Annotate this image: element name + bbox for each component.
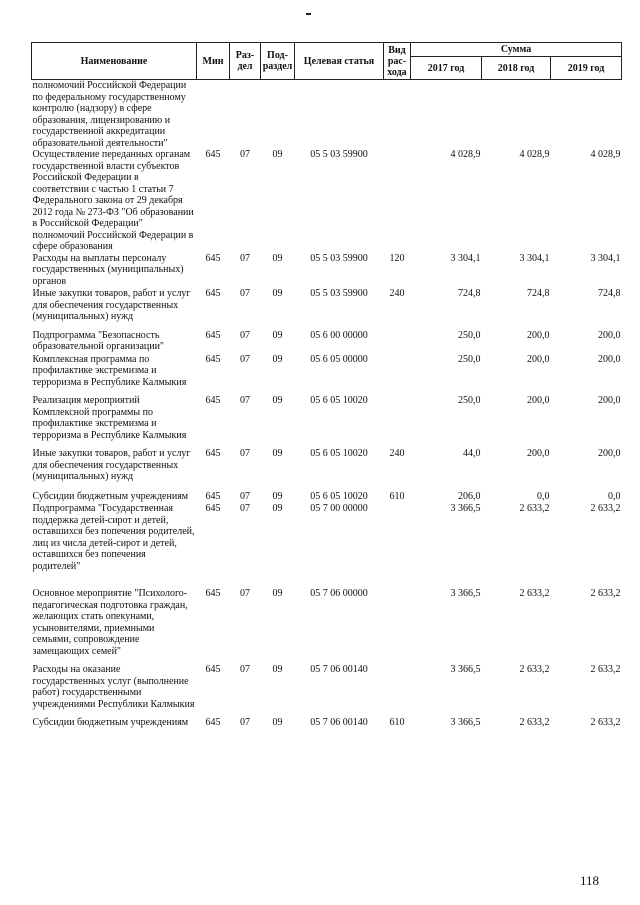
row-razdel: 07 [240, 329, 250, 341]
row-min: 645 [205, 664, 221, 675]
row-sum-2018: 724,8 [527, 288, 550, 299]
row-podrazdel: 09 [272, 664, 283, 675]
header-2018: 2018 год [482, 57, 551, 80]
row-razdel: 07 [240, 588, 250, 599]
row-podrazdel: 09 [272, 353, 283, 365]
row-target: 05 5 03 59900 [310, 288, 368, 299]
row-sum-2019: 200,0 [598, 353, 621, 365]
row-razdel: 07 [240, 717, 250, 728]
row-name: полномочий Российской Федерации по федеральному государственному контролю (надзору) в сфере образования, лицензированию и государственной аккредитации образовательной деятельности" [32, 80, 187, 149]
row-min: 645 [205, 490, 221, 502]
row-target: 05 6 05 10020 [310, 490, 368, 502]
row-razdel: 07 [240, 503, 250, 514]
header-vid: Вид рас-хода [384, 43, 411, 80]
row-vid [384, 80, 411, 150]
table-row [32, 503, 622, 588]
row-podrazdel: 09 [272, 149, 283, 160]
row-sum-2019: 4 028,9 [590, 149, 621, 160]
row-podrazdel [261, 80, 295, 150]
table-row [32, 717, 622, 729]
row-name: Подпрограмма "Государственная поддержка детей-сирот и детей, оставшихся без попечения родителей, лиц из числа детей-сирот и детей, оставшихся без попечения родителей" [32, 503, 195, 572]
row-sum-2018: 200,0 [527, 395, 550, 406]
header-2019: 2019 год [551, 57, 622, 80]
row-name: Реализация мероприятий Комплексной программы по профилактике экстремизма и терроризма в Республике Калмыкия [32, 395, 187, 441]
row-razdel: 07 [240, 353, 250, 365]
row-sum-2018: 200,0 [527, 448, 550, 459]
row-sum-2019: 724,8 [598, 288, 621, 299]
table-row [32, 80, 622, 150]
row-vid [384, 330, 411, 354]
row-target: 05 7 06 00000 [310, 588, 368, 599]
row-target: 05 5 03 59900 [310, 149, 368, 160]
row-podrazdel: 09 [272, 395, 283, 406]
row-name: Субсидии бюджетным учреждениям [32, 490, 189, 502]
row-min: 645 [205, 717, 221, 728]
row-sum-2018: 200,0 [527, 329, 550, 341]
row-vid [384, 664, 411, 717]
row-sum-2019: 0,0 [608, 490, 621, 502]
row-vid [384, 149, 411, 253]
row-vid: 240 [389, 448, 405, 459]
row-target [295, 80, 384, 150]
row-min: 645 [205, 353, 221, 365]
row-min: 645 [205, 503, 221, 514]
row-sum-2018: 2 633,2 [519, 717, 550, 728]
row-target: 05 5 03 59900 [310, 252, 368, 264]
row-sum-2018: 4 028,9 [519, 149, 550, 160]
header-2017: 2017 год [411, 57, 482, 80]
row-vid: 240 [389, 288, 405, 299]
header-name: Наименование [32, 43, 197, 80]
table-row [32, 354, 622, 396]
row-sum-2019: 2 633,2 [590, 588, 621, 599]
row-sum-2017 [411, 80, 482, 150]
row-sum-2017: 250,0 [458, 353, 481, 365]
row-razdel: 07 [240, 448, 250, 459]
row-vid [384, 395, 411, 448]
table-row [32, 330, 622, 354]
row-razdel: 07 [240, 664, 250, 675]
table-row [32, 448, 622, 491]
row-target: 05 6 05 10020 [310, 448, 368, 459]
header-podrazdel: Под-раздел [261, 43, 295, 80]
row-min: 645 [205, 588, 221, 599]
row-name: Комплексная программа по профилактике экстремизма и терроризма в Республике Калмыкия [32, 353, 187, 388]
row-sum-2019: 3 304,1 [590, 252, 621, 264]
row-sum-2018: 2 633,2 [519, 503, 550, 514]
row-target: 05 6 00 00000 [310, 329, 368, 341]
row-sum-2019 [551, 80, 622, 150]
row-vid: 120 [389, 252, 405, 264]
row-name: Расходы на оказание государственных услуг (выполнение работ) государственными учреждениями Республики Калмыкия [32, 664, 195, 710]
row-min: 645 [205, 149, 221, 160]
row-name: Основное мероприятие "Психолого-педагогическая подготовка граждан, желающих стать опекунами, усыновителями, приемными семьями, сопровождение замещающих семей" [32, 588, 188, 657]
row-name: Субсидии бюджетным учреждениям [32, 717, 189, 728]
row-sum-2017: 3 366,5 [450, 503, 481, 514]
row-sum-2018 [482, 80, 551, 150]
row-podrazdel: 09 [272, 717, 283, 728]
row-sum-2017: 3 366,5 [450, 664, 481, 675]
row-min: 645 [205, 448, 221, 459]
row-vid: 610 [389, 717, 405, 728]
row-sum-2018: 0,0 [537, 490, 550, 502]
row-sum-2019: 200,0 [598, 448, 621, 459]
header-razdel: Раз-дел [230, 43, 261, 80]
row-sum-2017: 3 366,5 [450, 717, 481, 728]
row-vid [384, 354, 411, 396]
row-target: 05 6 05 00000 [310, 353, 368, 365]
row-target: 05 7 06 00140 [310, 717, 368, 728]
row-sum-2019: 200,0 [598, 395, 621, 406]
table-row [32, 149, 622, 253]
row-razdel [230, 80, 261, 150]
row-podrazdel: 09 [272, 448, 283, 459]
row-sum-2017: 250,0 [458, 395, 481, 406]
table-row [32, 588, 622, 664]
table-body [32, 80, 622, 729]
header-min: Мин [197, 43, 230, 80]
row-sum-2019: 2 633,2 [590, 503, 621, 514]
row-razdel: 07 [240, 490, 250, 502]
row-sum-2018: 3 304,1 [519, 252, 550, 264]
row-sum-2017: 724,8 [458, 288, 481, 299]
row-sum-2017: 3 304,1 [450, 252, 481, 264]
row-sum-2019: 2 633,2 [590, 717, 621, 728]
row-min: 645 [205, 288, 221, 299]
row-podrazdel: 09 [272, 490, 283, 502]
row-sum-2019: 2 633,2 [590, 664, 621, 675]
row-sum-2019: 200,0 [598, 329, 621, 341]
row-name: Иные закупки товаров, работ и услуг для обеспечения государственных (муниципальных) нужд [32, 288, 191, 322]
row-podrazdel: 09 [272, 252, 283, 264]
row-razdel: 07 [240, 149, 250, 160]
row-sum-2018: 2 633,2 [519, 664, 550, 675]
header-target: Целевая статья [295, 43, 384, 80]
row-target: 05 7 06 00140 [310, 664, 368, 675]
row-sum-2017: 4 028,9 [450, 149, 481, 160]
row-podrazdel: 09 [272, 288, 283, 299]
row-sum-2017: 206,0 [458, 490, 481, 502]
row-sum-2017: 250,0 [458, 329, 481, 341]
row-sum-2018: 2 633,2 [519, 588, 550, 599]
row-razdel: 07 [240, 395, 250, 406]
table-row [32, 395, 622, 448]
row-vid: 610 [389, 490, 405, 502]
table-row [32, 253, 622, 289]
top-dash-mark [306, 13, 311, 15]
table-row [32, 491, 622, 504]
row-razdel: 07 [240, 288, 250, 299]
row-podrazdel: 09 [272, 329, 283, 341]
row-vid [384, 503, 411, 588]
row-podrazdel: 09 [272, 503, 283, 514]
row-sum-2017: 44,0 [463, 448, 481, 459]
page-number: 118 [580, 873, 600, 888]
row-min [197, 80, 230, 150]
table-row [32, 664, 622, 717]
row-min: 645 [205, 395, 221, 406]
row-podrazdel: 09 [272, 588, 283, 599]
row-target: 05 7 00 00000 [310, 503, 368, 514]
row-vid [384, 588, 411, 664]
header-sum: Сумма [411, 43, 622, 57]
budget-table [31, 42, 622, 729]
table-row [32, 288, 622, 330]
row-sum-2017: 3 366,5 [450, 588, 481, 599]
row-name: Иные закупки товаров, работ и услуг для обеспечения государственных (муниципальных) нужд [32, 448, 191, 482]
row-target: 05 6 05 10020 [310, 395, 368, 406]
row-min: 645 [205, 252, 221, 264]
row-min: 645 [205, 329, 221, 341]
row-name: Осуществление переданных органам государственной власти субъектов Российской Федерации в соответствии с частью 1 статьи 7 Федерального закона от 29 декабря 2012 года № 273-ФЗ "Об образовании в Российской Федерации" полномочий Российской Федерации в сфере образования [32, 149, 194, 252]
row-sum-2018: 200,0 [527, 353, 550, 365]
row-razdel: 07 [240, 252, 250, 264]
row-name: Расходы на выплаты персоналу государственных (муниципальных) органов [32, 252, 184, 287]
row-name: Подпрограмма "Безопасность образовательной организации" [32, 329, 165, 352]
